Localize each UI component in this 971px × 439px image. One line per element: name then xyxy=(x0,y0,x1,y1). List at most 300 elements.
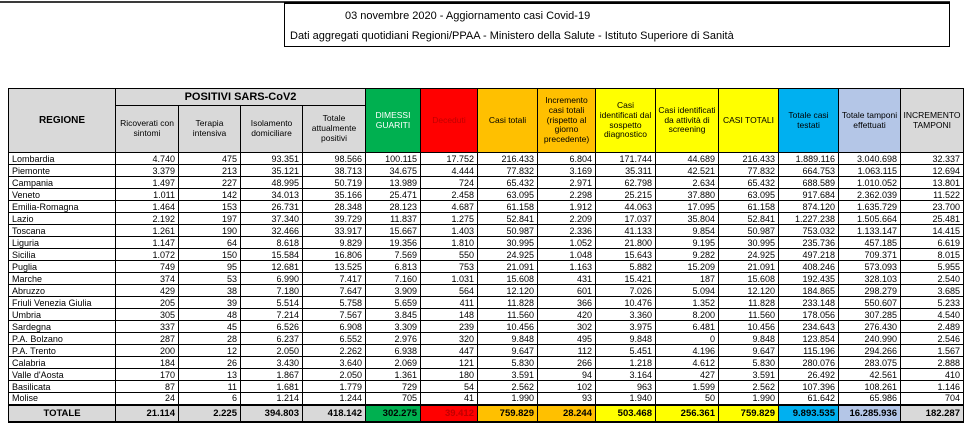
table-row xyxy=(9,393,964,405)
value-cell: 497.218 xyxy=(779,249,839,261)
value-cell: 1.464 xyxy=(116,201,179,213)
value-cell: 10.456 xyxy=(719,321,779,333)
value-cell: 14.415 xyxy=(901,225,964,237)
value-cell: 6.813 xyxy=(366,261,421,273)
value-cell: 2.050 xyxy=(241,345,303,357)
value-cell: 429 xyxy=(116,285,179,297)
value-cell: 9.848 xyxy=(596,333,656,345)
value-cell: 1.779 xyxy=(303,381,366,393)
value-cell: 1.048 xyxy=(538,249,596,261)
value-cell: 2.546 xyxy=(901,333,964,345)
value-cell: 25.215 xyxy=(596,189,656,201)
value-cell: 233.148 xyxy=(779,297,839,309)
total-row xyxy=(9,405,964,422)
value-cell: 3.591 xyxy=(719,369,779,381)
value-cell: 601 xyxy=(538,285,596,297)
value-cell: 2.562 xyxy=(478,381,538,393)
value-cell: 2.362.039 xyxy=(839,189,901,201)
value-cell: 6 xyxy=(179,393,241,405)
value-cell: 5.830 xyxy=(719,357,779,369)
value-cell: 6.526 xyxy=(241,321,303,333)
value-cell: 1.146 xyxy=(901,381,964,393)
total-value-cell: 759.829 xyxy=(719,405,779,422)
value-cell: 2.336 xyxy=(538,225,596,237)
value-cell: 1.990 xyxy=(719,393,779,405)
value-cell: 10.476 xyxy=(596,297,656,309)
value-cell: 13 xyxy=(179,369,241,381)
value-cell: 28.123 xyxy=(366,201,421,213)
table-row xyxy=(9,153,964,165)
value-cell: 93 xyxy=(538,393,596,405)
value-cell: 1.352 xyxy=(656,297,719,309)
table-row xyxy=(9,369,964,381)
title-box xyxy=(284,2,950,47)
total-value-cell: 39.412 xyxy=(421,405,478,422)
value-cell: 917.684 xyxy=(779,189,839,201)
value-cell: 13.989 xyxy=(366,177,421,189)
value-cell: 3.309 xyxy=(366,321,421,333)
value-cell: 63.095 xyxy=(478,189,538,201)
value-cell: 1.990 xyxy=(478,393,538,405)
value-cell: 107.396 xyxy=(779,381,839,393)
value-cell: 44.063 xyxy=(596,201,656,213)
value-cell: 35.166 xyxy=(303,189,366,201)
value-cell: 874.120 xyxy=(779,201,839,213)
value-cell: 61.158 xyxy=(478,201,538,213)
value-cell: 28.348 xyxy=(303,201,366,213)
value-cell: 6.481 xyxy=(656,321,719,333)
value-cell: 34.675 xyxy=(366,165,421,177)
value-cell: 550 xyxy=(421,249,478,261)
value-cell: 5.094 xyxy=(656,285,719,297)
value-cell: 23.700 xyxy=(901,201,964,213)
total-value-cell: 256.361 xyxy=(656,405,719,422)
value-cell: 192.435 xyxy=(779,273,839,285)
table-row xyxy=(9,345,964,357)
region-cell: P.A. Trento xyxy=(9,345,116,357)
table-body xyxy=(9,153,964,422)
total-value-cell: 21.114 xyxy=(116,405,179,422)
value-cell: 495 xyxy=(538,333,596,345)
value-cell: 108.261 xyxy=(839,381,901,393)
value-cell: 94 xyxy=(538,369,596,381)
value-cell: 150 xyxy=(179,249,241,261)
value-cell: 705 xyxy=(366,393,421,405)
value-cell: 12.681 xyxy=(241,261,303,273)
col-header-totale-casi-testati: Totale casi testati xyxy=(779,89,839,153)
value-cell: 6.237 xyxy=(241,333,303,345)
value-cell: 1.063.115 xyxy=(839,165,901,177)
value-cell: 2.634 xyxy=(656,177,719,189)
col-header-regione: REGIONE xyxy=(9,89,116,153)
value-cell: 24.925 xyxy=(719,249,779,261)
value-cell: 9.848 xyxy=(478,333,538,345)
value-cell: 0 xyxy=(656,333,719,345)
total-value-cell: 28.244 xyxy=(538,405,596,422)
value-cell: 5.659 xyxy=(366,297,421,309)
value-cell: 688.589 xyxy=(779,177,839,189)
value-cell: 2.489 xyxy=(901,321,964,333)
table-row xyxy=(9,285,964,297)
value-cell: 1.133.147 xyxy=(839,225,901,237)
value-cell: 294.266 xyxy=(839,345,901,357)
value-cell: 64 xyxy=(179,237,241,249)
value-cell: 11.828 xyxy=(478,297,538,309)
value-cell: 7.647 xyxy=(303,285,366,297)
value-cell: 15.643 xyxy=(596,249,656,261)
table-row xyxy=(9,309,964,321)
value-cell: 1.599 xyxy=(656,381,719,393)
value-cell: 2.209 xyxy=(538,213,596,225)
region-cell: Lazio xyxy=(9,213,116,225)
value-cell: 28 xyxy=(179,333,241,345)
value-cell: 749 xyxy=(116,261,179,273)
value-cell: 12.694 xyxy=(901,165,964,177)
value-cell: 3.040.698 xyxy=(839,153,901,165)
value-cell: 26 xyxy=(179,357,241,369)
value-cell: 550.607 xyxy=(839,297,901,309)
value-cell: 3.430 xyxy=(241,357,303,369)
region-cell: Molise xyxy=(9,393,116,405)
table-row xyxy=(9,381,964,393)
value-cell: 2.540 xyxy=(901,273,964,285)
value-cell: 4.740 xyxy=(116,153,179,165)
region-cell: Umbria xyxy=(9,309,116,321)
table-row xyxy=(9,357,964,369)
region-cell: Veneto xyxy=(9,189,116,201)
value-cell: 53 xyxy=(179,273,241,285)
col-subheader-0: Ricoverati con sintomi xyxy=(116,106,179,153)
value-cell: 1.147 xyxy=(116,237,179,249)
total-value-cell: 16.285.936 xyxy=(839,405,901,422)
table-row xyxy=(9,225,964,237)
value-cell: 190 xyxy=(179,225,241,237)
value-cell: 1.497 xyxy=(116,177,179,189)
value-cell: 5.233 xyxy=(901,297,964,309)
table-row xyxy=(9,237,964,249)
value-cell: 65.432 xyxy=(719,177,779,189)
col-group-positivi-sars-cov2: POSITIVI SARS-CoV2 xyxy=(116,89,366,106)
total-value-cell: 302.275 xyxy=(366,405,421,422)
region-cell: Lombardia xyxy=(9,153,116,165)
value-cell: 239 xyxy=(421,321,478,333)
value-cell: 15.584 xyxy=(241,249,303,261)
value-cell: 4.196 xyxy=(656,345,719,357)
value-cell: 1.681 xyxy=(241,381,303,393)
value-cell: 1.361 xyxy=(366,369,421,381)
value-cell: 234.643 xyxy=(779,321,839,333)
value-cell: 35.804 xyxy=(656,213,719,225)
value-cell: 148 xyxy=(421,309,478,321)
value-cell: 65.986 xyxy=(839,393,901,405)
value-cell: 3.975 xyxy=(596,321,656,333)
col-header-casi-totali-2: CASI TOTALI xyxy=(719,89,779,153)
region-cell: Marche xyxy=(9,273,116,285)
value-cell: 9.829 xyxy=(303,237,366,249)
region-cell: Emilia-Romagna xyxy=(9,201,116,213)
value-cell: 2.050 xyxy=(303,369,366,381)
value-cell: 11.837 xyxy=(366,213,421,225)
value-cell: 9.195 xyxy=(656,237,719,249)
total-value-cell: 394.803 xyxy=(241,405,303,422)
value-cell: 197 xyxy=(179,213,241,225)
value-cell: 205 xyxy=(116,297,179,309)
value-cell: 12.120 xyxy=(478,285,538,297)
value-cell: 457.185 xyxy=(839,237,901,249)
value-cell: 1.227.238 xyxy=(779,213,839,225)
value-cell: 25.481 xyxy=(901,213,964,225)
value-cell: 3.640 xyxy=(303,357,366,369)
table-header xyxy=(9,89,964,153)
value-cell: 13.801 xyxy=(901,177,964,189)
value-cell: 564 xyxy=(421,285,478,297)
value-cell: 280.076 xyxy=(779,357,839,369)
value-cell: 16.806 xyxy=(303,249,366,261)
value-cell: 50.987 xyxy=(719,225,779,237)
value-cell: 200 xyxy=(116,345,179,357)
value-cell: 8.200 xyxy=(656,309,719,321)
value-cell: 44.689 xyxy=(656,153,719,165)
value-cell: 15.421 xyxy=(596,273,656,285)
value-cell: 38 xyxy=(179,285,241,297)
value-cell: 2.069 xyxy=(366,357,421,369)
value-cell: 5.830 xyxy=(478,357,538,369)
value-cell: 50.719 xyxy=(303,177,366,189)
value-cell: 24.925 xyxy=(478,249,538,261)
value-cell: 276.430 xyxy=(839,321,901,333)
value-cell: 2.458 xyxy=(421,189,478,201)
value-cell: 9.647 xyxy=(719,345,779,357)
col-header-incremento-casi-totali: Incremento casi totali (rispetto al giorno precedente) xyxy=(538,89,596,153)
value-cell: 320 xyxy=(421,333,478,345)
value-cell: 4.540 xyxy=(901,309,964,321)
value-cell: 447 xyxy=(421,345,478,357)
value-cell: 8.618 xyxy=(241,237,303,249)
table-row xyxy=(9,177,964,189)
col-header-casi-sospetto-diagnostico: Casi identificati dal sospetto diagnostico xyxy=(596,89,656,153)
value-cell: 15.667 xyxy=(366,225,421,237)
value-cell: 408.246 xyxy=(779,261,839,273)
value-cell: 753.032 xyxy=(779,225,839,237)
value-cell: 283.075 xyxy=(839,357,901,369)
value-cell: 39.729 xyxy=(303,213,366,225)
value-cell: 11.560 xyxy=(719,309,779,321)
value-cell: 709.371 xyxy=(839,249,901,261)
col-header-deceduti: Deceduti xyxy=(421,89,478,153)
value-cell: 1.889.116 xyxy=(779,153,839,165)
col-subheader-3: Totale attualmente positivi xyxy=(303,106,366,153)
value-cell: 63.095 xyxy=(719,189,779,201)
value-cell: 4.444 xyxy=(421,165,478,177)
value-cell: 1.052 xyxy=(538,237,596,249)
value-cell: 2.888 xyxy=(901,357,964,369)
value-cell: 337 xyxy=(116,321,179,333)
value-cell: 33.917 xyxy=(303,225,366,237)
value-cell: 42.521 xyxy=(656,165,719,177)
value-cell: 35.121 xyxy=(241,165,303,177)
value-cell: 30.995 xyxy=(478,237,538,249)
report-subtitle: Dati aggregati quotidiani Regioni/PPAA - Ministero della Salute - Istituto Superiore di Sanità xyxy=(290,30,734,42)
value-cell: 266 xyxy=(538,357,596,369)
value-cell: 5.882 xyxy=(596,261,656,273)
value-cell: 302 xyxy=(538,321,596,333)
value-cell: 9.854 xyxy=(656,225,719,237)
value-cell: 178.056 xyxy=(779,309,839,321)
table-row xyxy=(9,249,964,261)
table-row xyxy=(9,273,964,285)
total-label-cell: TOTALE xyxy=(9,405,116,422)
value-cell: 52.841 xyxy=(719,213,779,225)
table-row xyxy=(9,321,964,333)
value-cell: 8.015 xyxy=(901,249,964,261)
value-cell: 2.192 xyxy=(116,213,179,225)
value-cell: 5.451 xyxy=(596,345,656,357)
table-row xyxy=(9,189,964,201)
value-cell: 11.522 xyxy=(901,189,964,201)
value-cell: 287 xyxy=(116,333,179,345)
value-cell: 142 xyxy=(179,189,241,201)
value-cell: 213 xyxy=(179,165,241,177)
value-cell: 1.867 xyxy=(241,369,303,381)
col-header-dimessi-guariti: DIMESSI GUARITI xyxy=(366,89,421,153)
value-cell: 77.832 xyxy=(719,165,779,177)
total-value-cell: 503.468 xyxy=(596,405,656,422)
table-row xyxy=(9,261,964,273)
col-subheader-2: Isolamento domiciliare xyxy=(241,106,303,153)
value-cell: 5.758 xyxy=(303,297,366,309)
value-cell: 240.990 xyxy=(839,333,901,345)
value-cell: 2.562 xyxy=(719,381,779,393)
value-cell: 963 xyxy=(596,381,656,393)
value-cell: 3.169 xyxy=(538,165,596,177)
value-cell: 50 xyxy=(656,393,719,405)
covid-data-table xyxy=(8,88,964,423)
region-cell: Toscana xyxy=(9,225,116,237)
value-cell: 366 xyxy=(538,297,596,309)
value-cell: 24 xyxy=(116,393,179,405)
value-cell: 95 xyxy=(179,261,241,273)
table-row xyxy=(9,201,964,213)
value-cell: 5.955 xyxy=(901,261,964,273)
total-value-cell: 2.225 xyxy=(179,405,241,422)
value-cell: 100.115 xyxy=(366,153,421,165)
value-cell: 115.196 xyxy=(779,345,839,357)
total-value-cell: 182.287 xyxy=(901,405,964,422)
value-cell: 3.379 xyxy=(116,165,179,177)
value-cell: 15.608 xyxy=(478,273,538,285)
value-cell: 54 xyxy=(421,381,478,393)
region-cell: Sicilia xyxy=(9,249,116,261)
value-cell: 12.120 xyxy=(719,285,779,297)
value-cell: 724 xyxy=(421,177,478,189)
value-cell: 1.810 xyxy=(421,237,478,249)
value-cell: 1.214 xyxy=(241,393,303,405)
col-header-incremento-tamponi: INCREMENTO TAMPONI xyxy=(901,89,964,153)
value-cell: 1.912 xyxy=(538,201,596,213)
region-cell: Basilicata xyxy=(9,381,116,393)
region-cell: Valle d'Aosta xyxy=(9,369,116,381)
value-cell: 171.744 xyxy=(596,153,656,165)
value-cell: 184.865 xyxy=(779,285,839,297)
value-cell: 19.356 xyxy=(366,237,421,249)
col-header-casi-totali: Casi totali xyxy=(478,89,538,153)
value-cell: 87 xyxy=(116,381,179,393)
value-cell: 38.713 xyxy=(303,165,366,177)
value-cell: 1.163 xyxy=(538,261,596,273)
value-cell: 1.072 xyxy=(116,249,179,261)
value-cell: 6.990 xyxy=(241,273,303,285)
value-cell: 121 xyxy=(421,357,478,369)
value-cell: 1.635.729 xyxy=(839,201,901,213)
value-cell: 61.642 xyxy=(779,393,839,405)
value-cell: 93.351 xyxy=(241,153,303,165)
value-cell: 664.753 xyxy=(779,165,839,177)
value-cell: 11 xyxy=(179,381,241,393)
value-cell: 1.031 xyxy=(421,273,478,285)
value-cell: 17.037 xyxy=(596,213,656,225)
value-cell: 112 xyxy=(538,345,596,357)
value-cell: 7.569 xyxy=(366,249,421,261)
value-cell: 420 xyxy=(538,309,596,321)
value-cell: 11.828 xyxy=(719,297,779,309)
region-cell: Calabria xyxy=(9,357,116,369)
value-cell: 216.433 xyxy=(478,153,538,165)
value-cell: 3.909 xyxy=(366,285,421,297)
value-cell: 102 xyxy=(538,381,596,393)
col-subheader-1: Terapia intensiva xyxy=(179,106,241,153)
value-cell: 411 xyxy=(421,297,478,309)
value-cell: 98.566 xyxy=(303,153,366,165)
value-cell: 6.938 xyxy=(366,345,421,357)
value-cell: 52.841 xyxy=(478,213,538,225)
value-cell: 65.432 xyxy=(478,177,538,189)
value-cell: 61.158 xyxy=(719,201,779,213)
value-cell: 1.011 xyxy=(116,189,179,201)
table-row xyxy=(9,165,964,177)
value-cell: 153 xyxy=(179,201,241,213)
value-cell: 21.800 xyxy=(596,237,656,249)
value-cell: 3.685 xyxy=(901,285,964,297)
value-cell: 62.798 xyxy=(596,177,656,189)
value-cell: 227 xyxy=(179,177,241,189)
value-cell: 305 xyxy=(116,309,179,321)
value-cell: 573.093 xyxy=(839,261,901,273)
value-cell: 9.848 xyxy=(719,333,779,345)
value-cell: 3.845 xyxy=(366,309,421,321)
value-cell: 6.908 xyxy=(303,321,366,333)
region-cell: Piemonte xyxy=(9,165,116,177)
value-cell: 374 xyxy=(116,273,179,285)
value-cell: 13.525 xyxy=(303,261,366,273)
value-cell: 34.013 xyxy=(241,189,303,201)
value-cell: 48.995 xyxy=(241,177,303,189)
value-cell: 7.180 xyxy=(241,285,303,297)
value-cell: 26.492 xyxy=(779,369,839,381)
value-cell: 21.091 xyxy=(478,261,538,273)
value-cell: 1.261 xyxy=(116,225,179,237)
value-cell: 11.560 xyxy=(478,309,538,321)
value-cell: 1.567 xyxy=(901,345,964,357)
value-cell: 35.311 xyxy=(596,165,656,177)
value-cell: 427 xyxy=(656,369,719,381)
value-cell: 1.010.052 xyxy=(839,177,901,189)
value-cell: 9.647 xyxy=(478,345,538,357)
value-cell: 2.298 xyxy=(538,189,596,201)
total-value-cell: 9.893.535 xyxy=(779,405,839,422)
value-cell: 39 xyxy=(179,297,241,309)
value-cell: 328.103 xyxy=(839,273,901,285)
value-cell: 25.471 xyxy=(366,189,421,201)
